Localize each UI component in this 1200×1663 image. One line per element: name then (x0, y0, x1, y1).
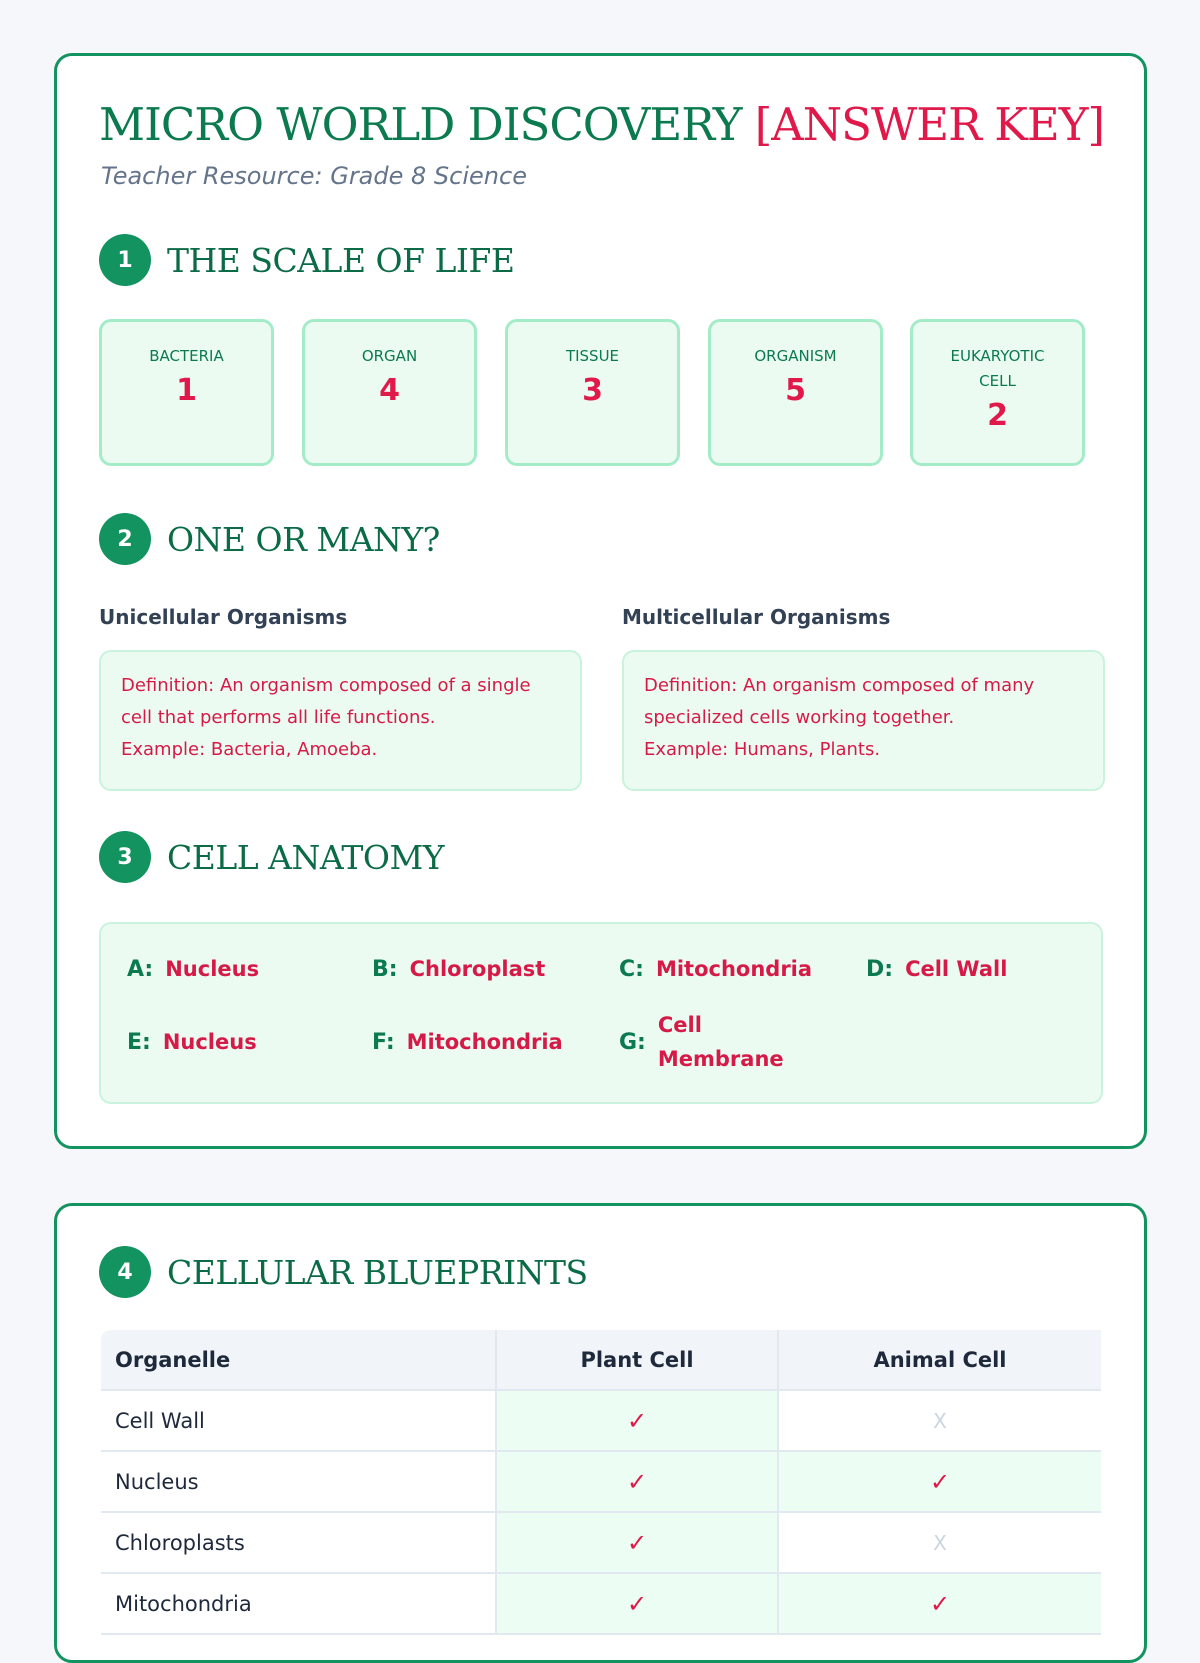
worksheet-card-main (54, 53, 1147, 1149)
anatomy-answer: Mitochondria (406, 1030, 563, 1054)
animal-cell-mark (778, 1390, 1101, 1451)
table-row (101, 1451, 1101, 1512)
anatomy-label-e (127, 1025, 257, 1059)
anatomy-letter: G: (619, 1029, 646, 1055)
multicellular-answer-box (622, 650, 1105, 791)
anatomy-answer: Chloroplast (409, 957, 546, 981)
animal-cell-mark (778, 1573, 1101, 1634)
multicellular-definition: Definition: An organism composed of many specialized cells working together. (644, 675, 1035, 728)
section-scale-of-life-header (99, 234, 514, 286)
anatomy-letter: D: (866, 956, 894, 982)
scale-card-bacteria (99, 319, 274, 466)
anatomy-label-g (619, 1008, 798, 1076)
multicellular-label: Multicellular Organisms (622, 605, 891, 629)
scale-card-label: ORGANISM (754, 347, 837, 365)
unicellular-definition: Definition: An organism composed of a single cell that performs all life functions. (121, 675, 531, 728)
section-title: THE SCALE OF LIFE (167, 240, 515, 280)
check-mark-icon: ✓ (626, 1467, 648, 1496)
section-title: CELLULAR BLUEPRINTS (167, 1252, 588, 1292)
section-cellular-blueprints-header (99, 1246, 588, 1298)
table-row (101, 1573, 1101, 1634)
column-header-organelle: Organelle (101, 1330, 496, 1390)
check-mark-icon: ✓ (929, 1467, 951, 1496)
anatomy-letter: B: (372, 956, 398, 982)
unicellular-answer-box (99, 650, 582, 791)
plant-cell-mark (496, 1451, 778, 1512)
check-mark-icon: ✓ (626, 1406, 648, 1435)
scale-card-label: EUKARYOTIC CELL (950, 347, 1045, 390)
page-title (99, 98, 1104, 151)
plant-cell-mark (496, 1512, 778, 1573)
plant-cell-mark (496, 1390, 778, 1451)
scale-card-eukaryotic-cell (910, 319, 1085, 466)
section-number-badge: 2 (99, 513, 151, 565)
section-number-badge: 3 (99, 831, 151, 883)
cell-anatomy-answers (99, 922, 1103, 1104)
anatomy-answer: Nucleus (165, 957, 260, 981)
multicellular-example: Example: Humans, Plants. (644, 739, 881, 760)
anatomy-answer: Cell Membrane (657, 1013, 784, 1071)
scale-card-value: 5 (785, 373, 806, 408)
scale-card-organism (708, 319, 883, 466)
x-mark-icon: X (933, 1408, 947, 1433)
anatomy-letter: C: (619, 956, 644, 982)
title-main: MICRO WORLD DISCOVERY (99, 98, 742, 151)
anatomy-label-d (866, 952, 1007, 986)
anatomy-answer: Mitochondria (655, 957, 813, 981)
anatomy-label-c (619, 952, 812, 986)
table-header-row (101, 1330, 1101, 1390)
anatomy-label-f (372, 1025, 563, 1059)
organelle-name: Cell Wall (101, 1390, 496, 1451)
organelle-name: Chloroplasts (101, 1512, 496, 1573)
title-answer-key: [ANSWER KEY] (754, 98, 1105, 151)
check-mark-icon: ✓ (626, 1528, 648, 1557)
scale-card-label: BACTERIA (149, 347, 224, 365)
organelle-comparison-table (101, 1330, 1101, 1635)
plant-cell-mark (496, 1573, 778, 1634)
scale-card-label: TISSUE (565, 347, 620, 365)
worksheet-card-blueprints (54, 1203, 1147, 1663)
anatomy-letter: A: (127, 956, 154, 982)
check-mark-icon: ✓ (626, 1589, 648, 1618)
animal-cell-mark (778, 1451, 1101, 1512)
scale-card-value: 1 (176, 373, 197, 408)
anatomy-letter: E: (127, 1029, 151, 1055)
scale-card-value: 2 (987, 398, 1008, 433)
organelle-name: Nucleus (101, 1451, 496, 1512)
section-cell-anatomy-header (99, 831, 444, 883)
section-title: CELL ANATOMY (167, 837, 445, 877)
organelle-name: Mitochondria (101, 1573, 496, 1634)
anatomy-letter: F: (372, 1029, 395, 1055)
x-mark-icon: X (933, 1530, 947, 1555)
scale-card-organ (302, 319, 477, 466)
unicellular-example: Example: Bacteria, Amoeba. (121, 739, 378, 760)
animal-cell-mark (778, 1512, 1101, 1573)
section-number-badge: 4 (99, 1246, 151, 1298)
scale-card-label: ORGAN (361, 347, 418, 365)
anatomy-answer: Cell Wall (905, 957, 1008, 981)
anatomy-label-b (372, 952, 545, 986)
table-row (101, 1390, 1101, 1451)
section-number-badge: 1 (99, 234, 151, 286)
unicellular-label: Unicellular Organisms (99, 605, 348, 629)
scale-card-value: 4 (379, 373, 400, 408)
check-mark-icon: ✓ (929, 1589, 951, 1618)
column-header-plant-cell: Plant Cell (496, 1330, 778, 1390)
scale-card-tissue (505, 319, 680, 466)
section-title: ONE OR MANY? (167, 519, 440, 559)
table-row (101, 1512, 1101, 1573)
column-header-animal-cell: Animal Cell (778, 1330, 1101, 1390)
section-one-or-many-header (99, 513, 440, 565)
scale-card-value: 3 (582, 373, 603, 408)
page-subtitle: Teacher Resource: Grade 8 Science (101, 162, 527, 190)
anatomy-answer: Nucleus (162, 1030, 257, 1054)
anatomy-label-a (127, 952, 259, 986)
